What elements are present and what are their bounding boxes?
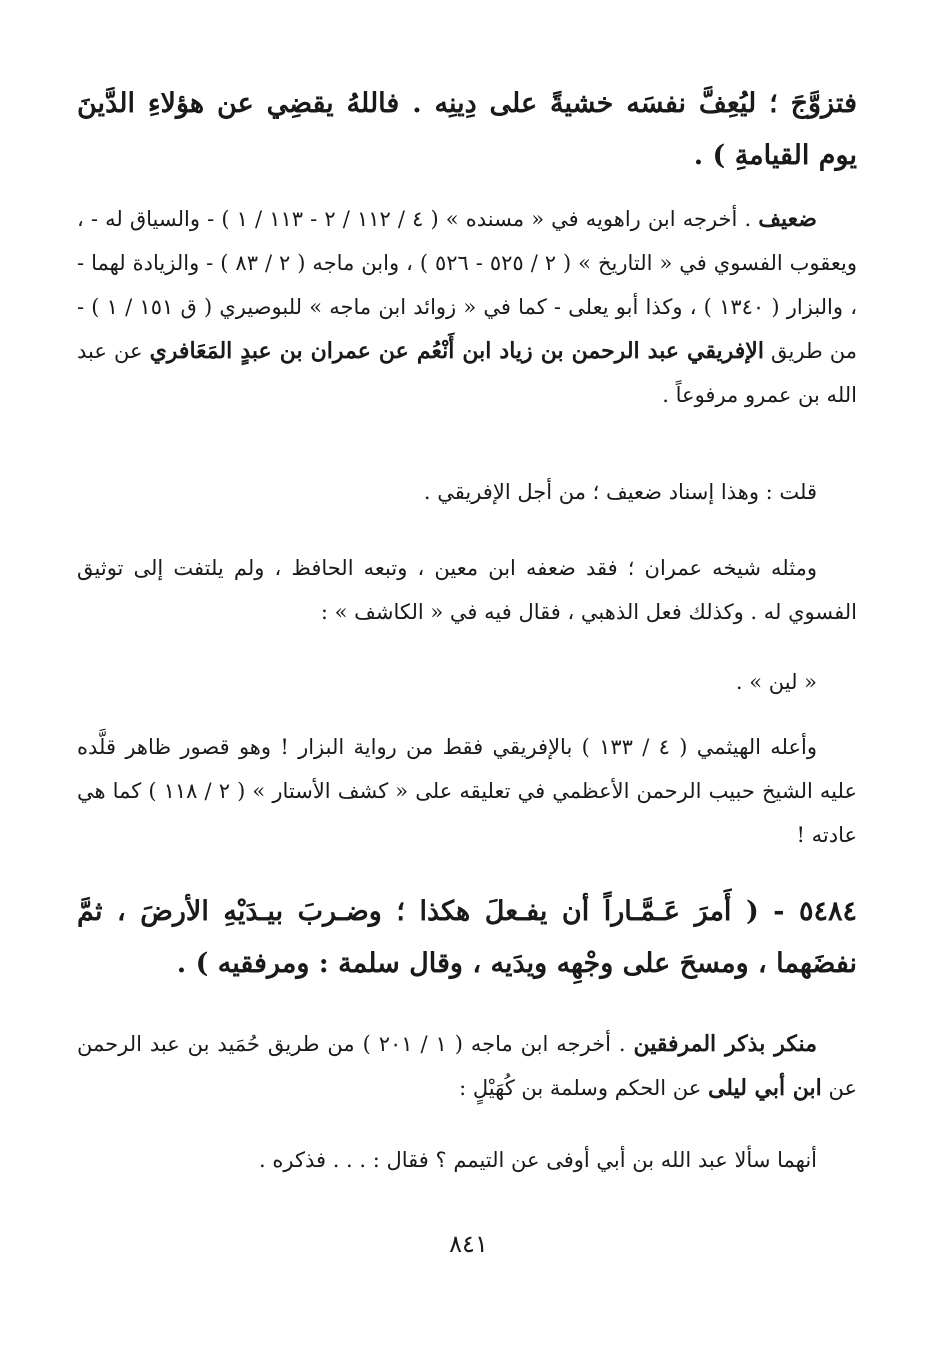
hadith-text: فتزوَّجَ ؛ ليُعِفَّ نفسَه خشيةً على دِينِه . فاللهُ يقضِي عن هؤلاءِ الدَّينَ يوم القيامةِ ) . xyxy=(77,88,857,171)
quote-text: أنهما سألا عبد الله بن أبي أوفى عن التيمم ؟ فقال : . . . فذكره . xyxy=(259,1148,817,1172)
grading-paragraph-2 xyxy=(77,1022,857,1110)
grading-paragraph-1 xyxy=(77,197,857,417)
grading-label: ضعيف xyxy=(758,206,817,232)
comment-paragraph-2 xyxy=(77,546,857,634)
hadith-continuation xyxy=(77,78,857,182)
grading-text-a: . أخرجه ابن راهويه في « مسنده » ( ٤ / ١١٢ / ٢ - ١١٣ / ١ ) - والسياق له - ، ويعقوب الفسوي في « التاريخ » ( ٢ / ٥٢٥ - ٥٢٦ ) ، وابن ماجه ( ٢ / ٨٣ ) - والزيادة لهما - ، والبزار ( ١٣٤٠ ) ، وكذا أبو يعلى - كما في « زوائد ابن ماجه » للبوصيري ( ق ١٥١ / ١ ) - من طريق xyxy=(77,207,858,363)
narrator-name: الإفريقي عبد الرحمن بن زياد ابن أَنْعُم عن عمران بن عبدٍ المَعَافري xyxy=(149,338,764,364)
narrator-name: ابن أبي ليلى xyxy=(707,1075,822,1101)
hadith-5484 xyxy=(77,886,857,990)
quote-paragraph-1 xyxy=(77,660,857,704)
page-number: ٨٤١ xyxy=(449,1230,488,1258)
grading-text-b: عن الحكم وسلمة بن كُهَيْلٍ : xyxy=(459,1076,702,1100)
quote-paragraph-2 xyxy=(77,1138,857,1182)
hadith-text: ٥٤٨٤ - ( أَمرَ عَـمَّـاراً أن يفـعلَ هكذا ؛ وضـربَ بيـدَيْهِ الأرضَ ، ثمَّ نفضَهما ، ومسحَ على وجْهِه ويدَيه ، وقال سلمة : ومرفقيه ) . xyxy=(77,896,857,979)
grading-text-a: . أخرجه ابن ماجه ( ١ / ٢٠١ ) من طريق حُمَيد بن عبد الرحمن عن xyxy=(77,1032,857,1100)
comment-text: وأعله الهيثمي ( ٤ / ١٣٣ ) بالإفريقي فقط من رواية البزار ! وهو قصور ظاهر قلَّده عليه الشيخ حبيب الرحمن الأعظمي في تعليقه على « كشف الأستار » ( ٢ / ١١٨ ) كما هي عادته ! xyxy=(77,735,857,847)
comment-paragraph-1 xyxy=(77,470,857,514)
comment-text: قلت : وهذا إسناد ضعيف ؛ من أجل الإفريقي . xyxy=(423,480,817,504)
quote-text: « لين » . xyxy=(735,670,817,694)
comment-paragraph-3 xyxy=(77,725,857,857)
comment-text: ومثله شيخه عمران ؛ فقد ضعفه ابن معين ، وتبعه الحافظ ، ولم يلتفت إلى توثيق الفسوي له . وكذلك فعل الذهبي ، فقال فيه في « الكاشف » : xyxy=(77,556,857,624)
grading-label: منكر بذكر المرفقين xyxy=(633,1031,817,1057)
grading-text-b: عن عبد الله بن عمرو مرفوعاً . xyxy=(77,339,857,407)
